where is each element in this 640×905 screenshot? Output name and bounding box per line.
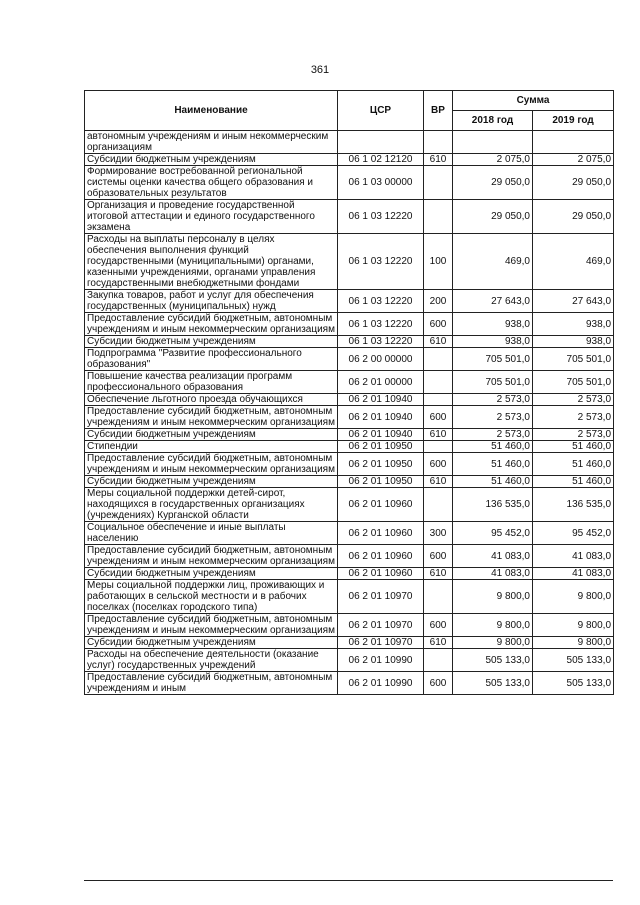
table-row bbox=[85, 154, 614, 166]
row-csr-code: 06 1 03 12220 bbox=[338, 234, 424, 290]
row-name: Субсидии бюджетным учреждениям bbox=[85, 568, 338, 580]
row-vr-code bbox=[424, 348, 453, 371]
row-csr-code: 06 2 01 00000 bbox=[338, 371, 424, 394]
row-sum-2019: 51 460,0 bbox=[533, 441, 614, 453]
row-sum-2019: 2 573,0 bbox=[533, 429, 614, 441]
table-row bbox=[85, 672, 614, 695]
row-csr-code: 06 2 01 10990 bbox=[338, 672, 424, 695]
row-sum-2019 bbox=[533, 131, 614, 154]
row-sum-2019: 41 083,0 bbox=[533, 568, 614, 580]
row-sum-2019: 2 573,0 bbox=[533, 406, 614, 429]
row-sum-2019: 2 075,0 bbox=[533, 154, 614, 166]
table-row bbox=[85, 313, 614, 336]
row-csr-code: 06 2 01 10960 bbox=[338, 568, 424, 580]
row-csr-code: 06 2 01 10950 bbox=[338, 476, 424, 488]
row-sum-2018: 2 075,0 bbox=[453, 154, 533, 166]
row-sum-2018: 41 083,0 bbox=[453, 545, 533, 568]
row-name: Субсидии бюджетным учреждениям bbox=[85, 429, 338, 441]
row-csr-code: 06 2 00 00000 bbox=[338, 348, 424, 371]
row-vr-code: 600 bbox=[424, 406, 453, 429]
row-sum-2018: 505 133,0 bbox=[453, 649, 533, 672]
row-csr-code: 06 2 01 10970 bbox=[338, 614, 424, 637]
table-row bbox=[85, 336, 614, 348]
row-csr-code: 06 1 03 00000 bbox=[338, 166, 424, 200]
row-name: Социальное обеспечение и иные выплаты населению bbox=[85, 522, 338, 545]
row-vr-code bbox=[424, 488, 453, 522]
page-number: 361 bbox=[310, 64, 330, 76]
row-vr-code bbox=[424, 580, 453, 614]
row-csr-code: 06 2 01 10970 bbox=[338, 580, 424, 614]
header-year-2019: 2019 год bbox=[533, 111, 614, 131]
row-sum-2018: 51 460,0 bbox=[453, 453, 533, 476]
row-vr-code: 600 bbox=[424, 313, 453, 336]
row-sum-2019: 469,0 bbox=[533, 234, 614, 290]
row-sum-2019: 136 535,0 bbox=[533, 488, 614, 522]
table-row bbox=[85, 371, 614, 394]
table-row bbox=[85, 649, 614, 672]
row-sum-2019: 51 460,0 bbox=[533, 453, 614, 476]
table-row bbox=[85, 568, 614, 580]
row-sum-2019: 505 133,0 bbox=[533, 649, 614, 672]
row-name: Расходы на обеспечение деятельности (оказание услуг) государственных учреждений bbox=[85, 649, 338, 672]
row-name: Субсидии бюджетным учреждениям bbox=[85, 336, 338, 348]
header-csr: ЦСР bbox=[338, 91, 424, 131]
row-sum-2018: 9 800,0 bbox=[453, 580, 533, 614]
row-name: Подпрограмма "Развитие профессионального образования" bbox=[85, 348, 338, 371]
row-vr-code: 610 bbox=[424, 568, 453, 580]
row-vr-code: 610 bbox=[424, 154, 453, 166]
row-sum-2019: 938,0 bbox=[533, 336, 614, 348]
row-sum-2018: 2 573,0 bbox=[453, 394, 533, 406]
row-sum-2019: 705 501,0 bbox=[533, 371, 614, 394]
row-vr-code: 600 bbox=[424, 453, 453, 476]
row-sum-2018: 705 501,0 bbox=[453, 348, 533, 371]
row-sum-2018: 469,0 bbox=[453, 234, 533, 290]
row-name: Субсидии бюджетным учреждениям bbox=[85, 476, 338, 488]
row-name: Предоставление субсидий бюджетным, автономным учреждениям и иным некоммерческим организациям bbox=[85, 614, 338, 637]
row-sum-2019: 505 133,0 bbox=[533, 672, 614, 695]
row-name: Меры социальной поддержки лиц, проживающих и работающих в сельской местности и в рабочих поселках (поселках городского типа) bbox=[85, 580, 338, 614]
table-row bbox=[85, 580, 614, 614]
table-row bbox=[85, 348, 614, 371]
row-name: Предоставление субсидий бюджетным, автономным учреждениям и иным bbox=[85, 672, 338, 695]
row-sum-2018: 136 535,0 bbox=[453, 488, 533, 522]
row-csr-code: 06 2 01 10960 bbox=[338, 522, 424, 545]
budget-table bbox=[84, 90, 614, 695]
row-sum-2019: 938,0 bbox=[533, 313, 614, 336]
header-name: Наименование bbox=[85, 91, 338, 131]
table-row bbox=[85, 637, 614, 649]
row-sum-2018: 9 800,0 bbox=[453, 637, 533, 649]
row-sum-2018: 95 452,0 bbox=[453, 522, 533, 545]
row-csr-code: 06 2 01 10960 bbox=[338, 545, 424, 568]
table-body bbox=[85, 131, 614, 695]
row-sum-2018: 938,0 bbox=[453, 336, 533, 348]
row-csr-code: 06 1 02 12120 bbox=[338, 154, 424, 166]
row-sum-2018: 9 800,0 bbox=[453, 614, 533, 637]
row-name: Обеспечение льготного проезда обучающихся bbox=[85, 394, 338, 406]
row-name: Закупка товаров, работ и услуг для обеспечения государственных (муниципальных) нужд bbox=[85, 290, 338, 313]
row-sum-2018: 41 083,0 bbox=[453, 568, 533, 580]
row-vr-code: 100 bbox=[424, 234, 453, 290]
row-csr-code: 06 2 01 10950 bbox=[338, 441, 424, 453]
row-sum-2018: 51 460,0 bbox=[453, 476, 533, 488]
header-sum: Сумма bbox=[453, 91, 614, 111]
table-row bbox=[85, 131, 614, 154]
row-csr-code: 06 1 03 12220 bbox=[338, 200, 424, 234]
row-vr-code: 200 bbox=[424, 290, 453, 313]
table-row bbox=[85, 453, 614, 476]
table-row bbox=[85, 429, 614, 441]
table-row bbox=[85, 614, 614, 637]
row-csr-code: 06 2 01 10960 bbox=[338, 488, 424, 522]
row-name: Предоставление субсидий бюджетным, автономным учреждениям и иным некоммерческим организациям bbox=[85, 313, 338, 336]
row-name: Предоставление субсидий бюджетным, автономным учреждениям и иным некоммерческим организациям bbox=[85, 406, 338, 429]
table-row bbox=[85, 522, 614, 545]
row-csr-code: 06 2 01 10940 bbox=[338, 406, 424, 429]
row-name: Субсидии бюджетным учреждениям bbox=[85, 154, 338, 166]
row-vr-code: 600 bbox=[424, 614, 453, 637]
table-row bbox=[85, 406, 614, 429]
row-csr-code: 06 2 01 10940 bbox=[338, 429, 424, 441]
table-row bbox=[85, 166, 614, 200]
row-vr-code bbox=[424, 371, 453, 394]
row-name: Меры социальной поддержки детей-сирот, находящихся в государственных организациях (учреждениях) Курганской области bbox=[85, 488, 338, 522]
header-vr: ВР bbox=[424, 91, 453, 131]
row-vr-code: 610 bbox=[424, 336, 453, 348]
table-header bbox=[85, 91, 614, 131]
row-sum-2019: 29 050,0 bbox=[533, 166, 614, 200]
row-vr-code: 600 bbox=[424, 545, 453, 568]
table-row bbox=[85, 200, 614, 234]
row-sum-2019: 51 460,0 bbox=[533, 476, 614, 488]
row-vr-code: 610 bbox=[424, 476, 453, 488]
row-csr-code: 06 1 03 12220 bbox=[338, 313, 424, 336]
row-csr-code: 06 1 03 12220 bbox=[338, 336, 424, 348]
row-sum-2019: 27 643,0 bbox=[533, 290, 614, 313]
row-sum-2018: 29 050,0 bbox=[453, 200, 533, 234]
row-name: Организация и проведение государственной итоговой аттестации и единого государственного экзамена bbox=[85, 200, 338, 234]
row-sum-2018: 705 501,0 bbox=[453, 371, 533, 394]
row-vr-code: 600 bbox=[424, 672, 453, 695]
row-vr-code bbox=[424, 166, 453, 200]
row-vr-code bbox=[424, 394, 453, 406]
row-name: Расходы на выплаты персоналу в целях обеспечения выполнения функций государственными (муниципальными) органами, казенными учреждениями, органами управления государственными внебюджетными фондами bbox=[85, 234, 338, 290]
row-vr-code bbox=[424, 441, 453, 453]
row-sum-2019: 95 452,0 bbox=[533, 522, 614, 545]
row-csr-code: 06 2 01 10990 bbox=[338, 649, 424, 672]
row-sum-2018: 27 643,0 bbox=[453, 290, 533, 313]
row-vr-code bbox=[424, 200, 453, 234]
table-row bbox=[85, 441, 614, 453]
row-sum-2019: 9 800,0 bbox=[533, 637, 614, 649]
row-sum-2018: 505 133,0 bbox=[453, 672, 533, 695]
row-name: Стипендии bbox=[85, 441, 338, 453]
row-csr-code bbox=[338, 131, 424, 154]
table-row bbox=[85, 545, 614, 568]
table-row bbox=[85, 488, 614, 522]
row-sum-2019: 9 800,0 bbox=[533, 614, 614, 637]
bottom-rule bbox=[84, 880, 613, 881]
row-vr-code: 300 bbox=[424, 522, 453, 545]
table-row bbox=[85, 234, 614, 290]
row-name: Предоставление субсидий бюджетным, автономным учреждениям и иным некоммерческим организациям bbox=[85, 545, 338, 568]
row-vr-code bbox=[424, 131, 453, 154]
row-sum-2018: 29 050,0 bbox=[453, 166, 533, 200]
row-sum-2018: 938,0 bbox=[453, 313, 533, 336]
row-sum-2019: 9 800,0 bbox=[533, 580, 614, 614]
row-sum-2019: 41 083,0 bbox=[533, 545, 614, 568]
row-name: Повышение качества реализации программ профессионального образования bbox=[85, 371, 338, 394]
row-vr-code bbox=[424, 649, 453, 672]
row-vr-code: 610 bbox=[424, 429, 453, 441]
header-year-2018: 2018 год bbox=[453, 111, 533, 131]
table-row bbox=[85, 290, 614, 313]
row-name: Предоставление субсидий бюджетным, автономным учреждениям и иным некоммерческим организациям bbox=[85, 453, 338, 476]
row-name: Формирование востребованной региональной системы оценки качества общего образования и образовательных результатов bbox=[85, 166, 338, 200]
row-csr-code: 06 2 01 10970 bbox=[338, 637, 424, 649]
row-csr-code: 06 2 01 10940 bbox=[338, 394, 424, 406]
row-csr-code: 06 1 03 12220 bbox=[338, 290, 424, 313]
table-row bbox=[85, 476, 614, 488]
row-sum-2018 bbox=[453, 131, 533, 154]
row-sum-2018: 2 573,0 bbox=[453, 429, 533, 441]
table-row bbox=[85, 394, 614, 406]
row-csr-code: 06 2 01 10950 bbox=[338, 453, 424, 476]
row-sum-2019: 2 573,0 bbox=[533, 394, 614, 406]
row-sum-2018: 2 573,0 bbox=[453, 406, 533, 429]
row-sum-2018: 51 460,0 bbox=[453, 441, 533, 453]
row-name: Субсидии бюджетным учреждениям bbox=[85, 637, 338, 649]
row-vr-code: 610 bbox=[424, 637, 453, 649]
row-sum-2019: 705 501,0 bbox=[533, 348, 614, 371]
row-name: автономным учреждениям и иным некоммерческим организациям bbox=[85, 131, 338, 154]
row-sum-2019: 29 050,0 bbox=[533, 200, 614, 234]
